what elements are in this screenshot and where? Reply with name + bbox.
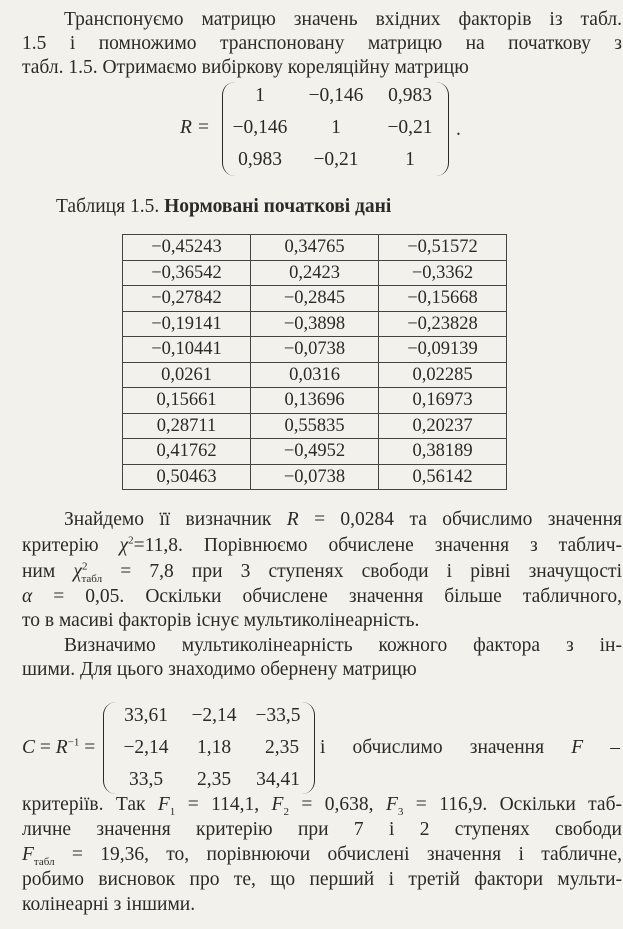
table-row [123,362,507,388]
table-cell: 0,28711 [123,413,251,439]
table-cell: −0,0738 [251,464,379,490]
text-line: то в масиві факторів існує мультиколінеарність. [22,610,420,631]
f2-value: = 0,638, [301,794,374,815]
table-cell: 0,55835 [251,413,379,439]
f3-value: = 116,9. Оскільки таб- [415,794,622,815]
matrix-cell: −2,14 [191,705,237,726]
math-var: χ [119,535,129,556]
text-line [22,534,622,558]
text: = 0,05. Оскільки обчислене значення більше табличного, [53,586,623,607]
table-cell: −0,3362 [379,260,507,286]
caption-title: Нормовані початкові дані [164,196,392,217]
table-cell: −0,36542 [123,260,251,286]
table-row [123,235,507,261]
table-row [123,464,507,490]
caption-prefix: Таблиця 1.5. [56,196,160,217]
text-line: личне значення критерію при 7 і 2 ступенях свободи [22,819,622,840]
matrix-cell: 0,983 [238,149,282,170]
text-line [22,585,622,609]
math-sup: 2 [128,534,134,547]
math-sup: 2 [81,560,88,573]
data-table [122,234,507,490]
matrix-cell: −0,146 [232,117,288,138]
matrix-cell: 2,35 [196,769,232,790]
table-cell: −0,15668 [379,286,507,312]
text-line: Транспонуємо матрицю значень вхідних факторів із табл. [64,9,622,30]
table-cell: 0,15661 [123,388,251,414]
text: критерію [22,535,99,556]
table-cell: 0,13696 [251,388,379,414]
text-line [64,508,622,532]
matrix-label: $C = R^{-1}$ = [22,736,96,758]
text-line: шими. Для цього знаходимо обернену матрицю [22,659,417,680]
text: та обчислимо значення [409,509,623,530]
matrix-period: . [456,119,461,140]
matrix-cell: 1 [331,117,341,138]
text-line: колінеарні з іншими. [22,894,196,915]
table-cell: −0,51572 [379,235,507,261]
table-cell: −0,10441 [123,337,251,363]
table-cell: −0,2845 [251,286,379,312]
table-row [123,413,507,439]
f1-value: = 114,1, [187,794,260,815]
math-var: R [286,509,299,530]
matrix-cell: 33,61 [124,705,168,726]
text-line: $F_{табл} = 19,36$, то, порівнюючи обчислені значення і табличне, [22,844,623,868]
table-cell: −0,0738 [251,337,379,363]
table-cell: 0,2423 [251,260,379,286]
text: критеріїв. Так [22,794,146,815]
text: ним [22,561,56,582]
table-cell: 0,0316 [251,362,379,388]
matrix-cell: −0,21 [387,117,433,138]
table-cell: −0,3898 [251,311,379,337]
table-caption [56,195,623,219]
text-line: критеріїв. Так $F_1 = 114,1$, $F_2 = 0,638$, $F_3 = 116,9$. Оскільки таб- [22,794,622,818]
matrix-cell: 1 [255,85,265,106]
text: = 19,36, то, порівнюючи обчислені значення і табличне, [71,844,623,865]
matrix-cell: 0,983 [388,85,432,106]
matrix-cell: −33,5 [255,705,301,726]
text: = 7,8 при 3 ступенях свободи і рівні значущості [120,561,622,582]
table-cell: 0,16973 [379,388,507,414]
text-line: табл. 1.5. Отримаємо вибіркову кореляційну матрицю [22,57,469,78]
table-cell: −0,4952 [251,439,379,465]
text-line: 1.5 і помножимо транспоновану матрицю на початкову з [22,33,622,54]
table-row [123,388,507,414]
text-line [320,736,620,760]
table-cell: 0,41762 [123,439,251,465]
text-line: Визначимо мультиколінеарність кожного фактора з ін- [64,635,622,656]
table-cell: 0,0261 [123,362,251,388]
table-cell: −0,09139 [379,337,507,363]
text-line: робимо висновок про те, що перший і третій фактори мульти- [22,869,622,890]
table-row [123,260,507,286]
matrix-cell: 1 [405,149,415,170]
table-cell: −0,27842 [123,286,251,312]
table-cell: 0,50463 [123,464,251,490]
table-cell: 0,38189 [379,439,507,465]
text: Знайдемо її визначник [64,509,272,530]
math-var: F – [571,737,620,758]
matrix-cell: −0,146 [308,85,364,106]
matrix-cell: 1,18 [196,737,232,758]
table-cell: −0,23828 [379,311,507,337]
table-row [123,439,507,465]
table-cell: −0,19141 [123,311,251,337]
math-sub: табл [81,572,103,585]
matrix-label: R = [180,117,210,138]
table-row [123,311,507,337]
table-cell: 0,20237 [379,413,507,439]
table-cell: 0,34765 [251,235,379,261]
table-cell: −0,45243 [123,235,251,261]
table-row [123,286,507,312]
matrix-cell: 33,5 [128,769,164,790]
text-line [22,560,622,584]
text: і обчислимо значення [320,737,545,758]
matrix-cell: −0,21 [313,149,359,170]
table-cell: 0,02285 [379,362,507,388]
matrix-cell: −2,14 [123,737,169,758]
table-row [123,337,507,363]
math-value: = 0,0284 [314,509,395,530]
math-var: χ [73,561,82,582]
table-cell: 0,56142 [379,464,507,490]
matrix-cell: 2,35 [264,737,300,758]
math-var: α [22,586,33,607]
text: =11,8. Порівнюємо обчислене значення з таблич- [133,535,623,556]
matrix-cell: 34,41 [256,769,300,790]
